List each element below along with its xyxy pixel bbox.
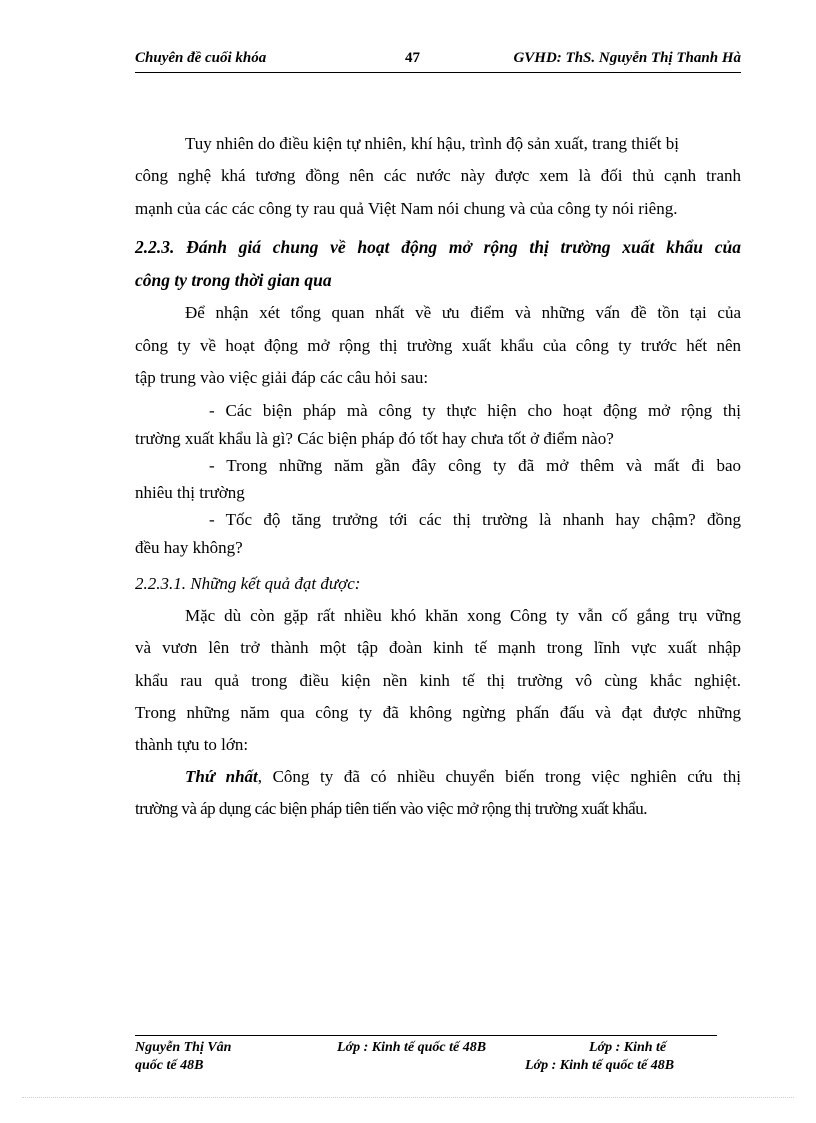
list-item: - Trong những năm gần đây công ty đã mở thêm và mất đi bao	[209, 456, 741, 475]
footer-author-cont: quốc tế 48B	[135, 1058, 204, 1073]
paragraph-line: tập trung vào việc giải đáp các câu hỏi sau:	[135, 368, 429, 387]
footer-class: Lớp : Kinh tế quốc tế 48B	[337, 1040, 487, 1055]
page-edge-divider	[22, 1097, 794, 1098]
page-footer	[135, 1035, 717, 1073]
paragraph-line: mạnh của các các công ty rau quả Việt Nam nói chung và của công ty nói riêng.	[135, 199, 678, 218]
paragraph-line: công nghệ khá tương đồng nên các nước này được xem là đối thủ cạnh tranh	[135, 166, 741, 185]
paragraph-line: và vươn lên trở thành một tập đoàn kinh tế mạnh trong lĩnh vực xuất nhập	[135, 638, 741, 657]
list-item: nhiêu thị trường	[135, 483, 245, 502]
section-heading: 2.2.3. Đánh giá chung về hoạt động mở rộng thị trường xuất khẩu của	[135, 237, 741, 257]
paragraph-line	[185, 767, 741, 787]
paragraph-text: , Công ty đã có nhiều chuyển biến trong việc nghiên cứu thị	[257, 767, 742, 786]
section-heading: công ty trong thời gian qua	[135, 270, 332, 290]
paragraph-line: Mặc dù còn gặp rất nhiều khó khăn xong Công ty vẫn cố gắng trụ vững	[185, 606, 741, 625]
list-item: - Tốc độ tăng trưởng tới các thị trường là nhanh hay chậm? đồng	[209, 510, 741, 529]
emphasis-lead: Thứ nhất	[185, 767, 258, 786]
header-page-number: 47	[405, 50, 420, 66]
list-item: - Các biện pháp mà công ty thực hiện cho hoạt động mở rộng thị	[209, 401, 741, 420]
header-supervisor: GVHD: ThS. Nguyễn Thị Thanh Hà	[513, 50, 741, 66]
list-item: đều hay không?	[135, 538, 243, 557]
paragraph-line: khẩu rau quả trong điều kiện nền kinh tế thị trường vô cùng khắc nghiệt.	[135, 671, 741, 690]
paragraph-line: Trong những năm qua công ty đã không ngừng phấn đấu và đạt được những	[135, 703, 741, 722]
paragraph-line: Tuy nhiên do điều kiện tự nhiên, khí hậu, trình độ sản xuất, trang thiết bị	[185, 134, 679, 153]
paragraph-line: thành tựu to lớn:	[135, 735, 249, 754]
subsection-heading: 2.2.3.1. Những kết quả đạt được:	[135, 574, 361, 593]
list-item: trường xuất khẩu là gì? Các biện pháp đó tốt hay chưa tốt ở điểm nào?	[135, 429, 614, 448]
document-body	[135, 0, 741, 1123]
paragraph-line: công ty về hoạt động mở rộng thị trường xuất khẩu của công ty trước hết nên	[135, 336, 741, 355]
paragraph-line: trường và áp dụng các biện pháp tiên tiến vào việc mở rộng thị trường xuất khẩu.	[135, 799, 647, 818]
paragraph-line: Để nhận xét tổng quan nhất về ưu điểm và những vấn đề tồn tại của	[185, 303, 741, 322]
footer-author: Nguyễn Thị Vân	[135, 1040, 232, 1055]
footer-class-repeat: Lớp : Kinh tế quốc tế 48B	[525, 1058, 675, 1073]
footer-class-split: Lớp : Kinh tế	[589, 1040, 667, 1055]
header-doc-title: Chuyên đề cuối khóa	[135, 50, 267, 66]
